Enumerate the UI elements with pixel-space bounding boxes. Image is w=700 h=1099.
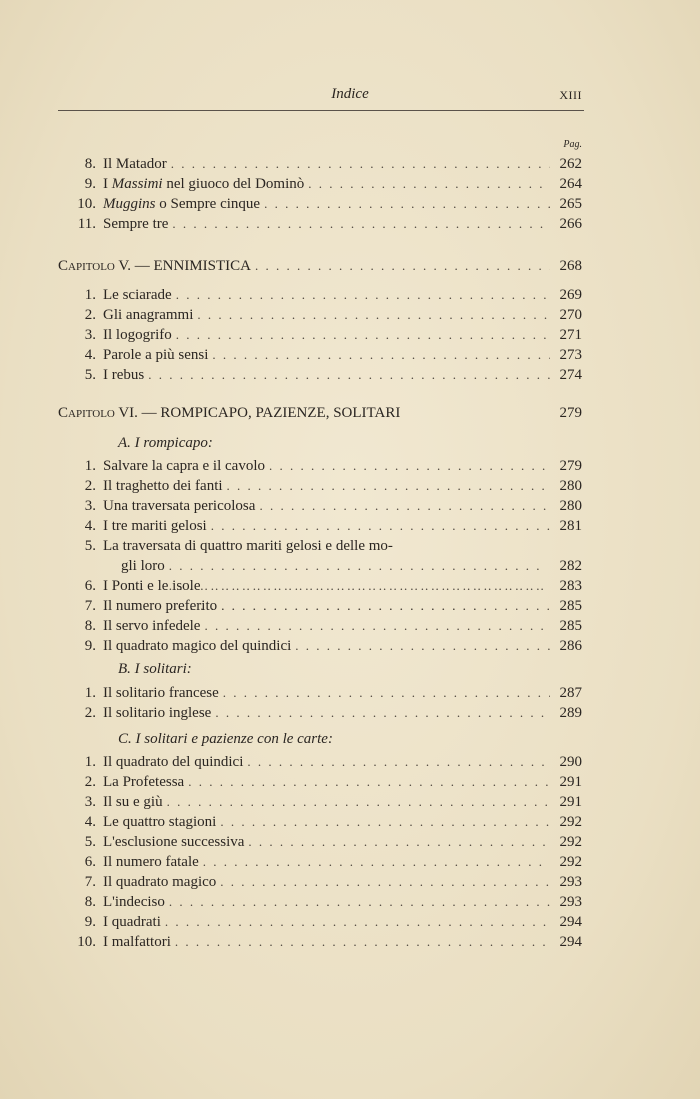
leader-dots bbox=[176, 285, 550, 305]
toc-entry bbox=[58, 872, 582, 892]
toc-entry bbox=[58, 912, 582, 932]
section-heading-a: A. I rompicapo: bbox=[118, 435, 213, 451]
entry-number: 6. bbox=[84, 854, 96, 870]
leader-dots bbox=[264, 194, 550, 214]
leader-dots bbox=[247, 752, 550, 772]
leader-dots bbox=[269, 456, 550, 476]
running-head-title: Indice bbox=[331, 86, 369, 102]
entry-number: 7. bbox=[84, 874, 96, 890]
chapter-title: Capitolo VI. — ROMPICAPO, PAZIENZE, SOLITARI bbox=[58, 405, 401, 421]
entry-title: Il quadrato del quindici bbox=[103, 754, 244, 770]
entry-page: 281 bbox=[559, 518, 582, 534]
leader-dots bbox=[171, 154, 550, 174]
entry-number: 5. bbox=[84, 834, 96, 850]
toc-entry bbox=[58, 325, 582, 345]
entry-title: Il quadrato magico bbox=[103, 874, 217, 890]
toc-entry bbox=[58, 683, 582, 703]
entry-page: 293 bbox=[559, 894, 582, 910]
toc-entry bbox=[58, 194, 582, 214]
toc-entry bbox=[58, 703, 582, 723]
entry-title: Il numero preferito bbox=[103, 598, 218, 614]
entry-page: 290 bbox=[559, 754, 582, 770]
entry-page: 264 bbox=[559, 176, 582, 192]
entry-page: 289 bbox=[559, 705, 582, 721]
entry-title: Il traghetto dei fanti bbox=[103, 478, 223, 494]
entry-number: 1. bbox=[84, 685, 96, 701]
entry-title: Il numero fatale bbox=[103, 854, 199, 870]
entry-title: gli loro bbox=[121, 558, 165, 574]
leader-dots bbox=[255, 256, 550, 276]
chapter-heading bbox=[58, 403, 582, 423]
chapter-heading bbox=[58, 256, 582, 276]
entry-number: 1. bbox=[84, 287, 96, 303]
entry-title: Gli anagrammi bbox=[103, 307, 194, 323]
section-heading-b: B. I solitari: bbox=[118, 661, 192, 677]
entry-page: 274 bbox=[559, 367, 582, 383]
entry-page: 291 bbox=[559, 774, 582, 790]
leader-dots bbox=[188, 772, 550, 792]
entry-title: Una traversata pericolosa bbox=[103, 498, 256, 514]
toc-entry bbox=[58, 596, 582, 616]
entry-title: La traversata di quattro mariti gelosi e delle mo- bbox=[103, 538, 393, 554]
entry-page: 292 bbox=[559, 854, 582, 870]
entry-title: Il solitario inglese bbox=[103, 705, 212, 721]
pag-label: Pag. bbox=[563, 139, 582, 150]
entry-number: 4. bbox=[84, 518, 96, 534]
toc-entry bbox=[58, 476, 582, 496]
entry-page: 285 bbox=[559, 598, 582, 614]
leader-dots bbox=[204, 616, 550, 636]
entry-page: 293 bbox=[559, 874, 582, 890]
leader-dots bbox=[211, 516, 550, 536]
entry-page: 270 bbox=[559, 307, 582, 323]
entry-number: 2. bbox=[84, 307, 96, 323]
entry-number: 11. bbox=[77, 216, 96, 232]
entry-number: 4. bbox=[84, 347, 96, 363]
entry-page: 291 bbox=[559, 794, 582, 810]
entry-page: 279 bbox=[559, 458, 582, 474]
toc-entry bbox=[58, 496, 582, 516]
entry-title: Muggins o Sempre cinque bbox=[103, 196, 261, 212]
entry-page: 283 bbox=[559, 578, 582, 594]
entry-number: 1. bbox=[84, 458, 96, 474]
toc-entry bbox=[58, 752, 582, 772]
leader-dots bbox=[295, 636, 550, 656]
toc-entry bbox=[58, 285, 582, 305]
header-rule bbox=[58, 110, 584, 111]
entry-page: 282 bbox=[559, 558, 582, 574]
entry-number: 7. bbox=[84, 598, 96, 614]
toc-entry bbox=[58, 174, 582, 194]
entry-page: 294 bbox=[559, 934, 582, 950]
entry-title: Salvare la capra e il cavolo bbox=[103, 458, 265, 474]
toc-entry bbox=[58, 516, 582, 536]
entry-number: 9. bbox=[84, 914, 96, 930]
leader-dots bbox=[220, 812, 550, 832]
entry-page: 273 bbox=[559, 347, 582, 363]
leader-dots bbox=[223, 683, 550, 703]
entry-title: Le sciarade bbox=[103, 287, 172, 303]
toc-entry bbox=[58, 852, 582, 872]
toc-entry bbox=[58, 832, 582, 852]
chapter-page: 268 bbox=[559, 258, 582, 274]
entry-title: I rebus bbox=[103, 367, 145, 383]
entry-number: 10. bbox=[77, 934, 96, 950]
entry-title: Il Matador bbox=[103, 156, 167, 172]
entry-title: Il su e giù bbox=[103, 794, 163, 810]
section-heading-c: C. I solitari e pazienze con le carte: bbox=[118, 731, 333, 747]
leader-dots bbox=[167, 792, 550, 812]
entry-title: Parole a più sensi bbox=[103, 347, 209, 363]
entry-number: 10. bbox=[77, 196, 96, 212]
leader-dots bbox=[176, 325, 550, 345]
entry-title: I tre mariti gelosi bbox=[103, 518, 207, 534]
toc-entry bbox=[58, 616, 582, 636]
entry-number: 9. bbox=[84, 176, 96, 192]
entry-number: 5. bbox=[84, 367, 96, 383]
leader-dots bbox=[227, 476, 550, 496]
toc-entry bbox=[58, 772, 582, 792]
entry-page: 294 bbox=[559, 914, 582, 930]
leader-dots bbox=[248, 832, 550, 852]
toc-entry bbox=[58, 154, 582, 174]
entry-title: Il quadrato magico del quindici bbox=[103, 638, 292, 654]
entry-title: Il solitario francese bbox=[103, 685, 219, 701]
leader-dots bbox=[220, 872, 550, 892]
entry-page: 286 bbox=[559, 638, 582, 654]
entry-number: 9. bbox=[84, 638, 96, 654]
entry-number: 8. bbox=[84, 894, 96, 910]
toc-entry bbox=[58, 576, 582, 596]
entry-number: 3. bbox=[84, 498, 96, 514]
toc-entry bbox=[58, 932, 582, 952]
toc-entry bbox=[58, 345, 582, 365]
entry-page: 287 bbox=[559, 685, 582, 701]
leader-dots bbox=[148, 365, 550, 385]
toc-entry bbox=[58, 792, 582, 812]
entry-title: La Profetessa bbox=[103, 774, 185, 790]
entry-title: I Massimi nel giuoco del Dominò bbox=[103, 176, 305, 192]
entry-title: L'indeciso bbox=[103, 894, 165, 910]
toc-entry bbox=[58, 214, 582, 234]
entry-title: Il logogrifo bbox=[103, 327, 172, 343]
toc-entry bbox=[58, 365, 582, 385]
entry-number: 3. bbox=[84, 327, 96, 343]
entry-page: 285 bbox=[559, 618, 582, 634]
entry-title: Il servo infedele bbox=[103, 618, 201, 634]
entry-number: 2. bbox=[84, 774, 96, 790]
leader-dots bbox=[259, 496, 550, 516]
leader-dots bbox=[221, 596, 550, 616]
entry-number: 4. bbox=[84, 814, 96, 830]
entry-title: I quadrati bbox=[103, 914, 161, 930]
entry-page: 292 bbox=[559, 814, 582, 830]
entry-number: 8. bbox=[84, 156, 96, 172]
entry-title: I Ponti e le isole bbox=[103, 578, 201, 594]
toc-entry bbox=[58, 305, 582, 325]
leader-dots bbox=[165, 912, 550, 932]
entry-page: 271 bbox=[559, 327, 582, 343]
chapter-title: Capitolo V. — ENNIMISTICA bbox=[58, 258, 251, 274]
leader-dots bbox=[205, 576, 551, 596]
leader-dots bbox=[203, 852, 550, 872]
toc-entry bbox=[58, 892, 582, 912]
entry-number: 3. bbox=[84, 794, 96, 810]
entry-title: I malfattori bbox=[103, 934, 171, 950]
entry-title: Le quattro stagioni bbox=[103, 814, 217, 830]
leader-dots bbox=[175, 932, 550, 952]
entry-page: 292 bbox=[559, 834, 582, 850]
leader-dots bbox=[172, 214, 550, 234]
leader-dots bbox=[169, 892, 550, 912]
leader-dots bbox=[197, 305, 550, 325]
entry-page: 265 bbox=[559, 196, 582, 212]
entry-number: 2. bbox=[84, 705, 96, 721]
chapter-page: 279 bbox=[559, 405, 582, 421]
entry-title: Sempre tre bbox=[103, 216, 169, 232]
entry-page: 269 bbox=[559, 287, 582, 303]
entry-number: 1. bbox=[84, 754, 96, 770]
entry-page: 280 bbox=[559, 498, 582, 514]
entry-page: 262 bbox=[559, 156, 582, 172]
entry-number: 2. bbox=[84, 478, 96, 494]
entry-page: 280 bbox=[559, 478, 582, 494]
entry-title: L'esclusione successiva bbox=[103, 834, 245, 850]
entry-number: 6. bbox=[84, 578, 96, 594]
toc-entry bbox=[58, 636, 582, 656]
running-head-page-number: XIII bbox=[559, 88, 582, 102]
toc-entry bbox=[58, 536, 582, 556]
toc-entry bbox=[58, 456, 582, 476]
leader-dots bbox=[308, 174, 550, 194]
entry-number: 5. bbox=[84, 538, 96, 554]
leader-dots bbox=[215, 703, 550, 723]
toc-entry bbox=[58, 812, 582, 832]
entry-page: 266 bbox=[559, 216, 582, 232]
leader-dots bbox=[212, 345, 550, 365]
entry-number: 8. bbox=[84, 618, 96, 634]
